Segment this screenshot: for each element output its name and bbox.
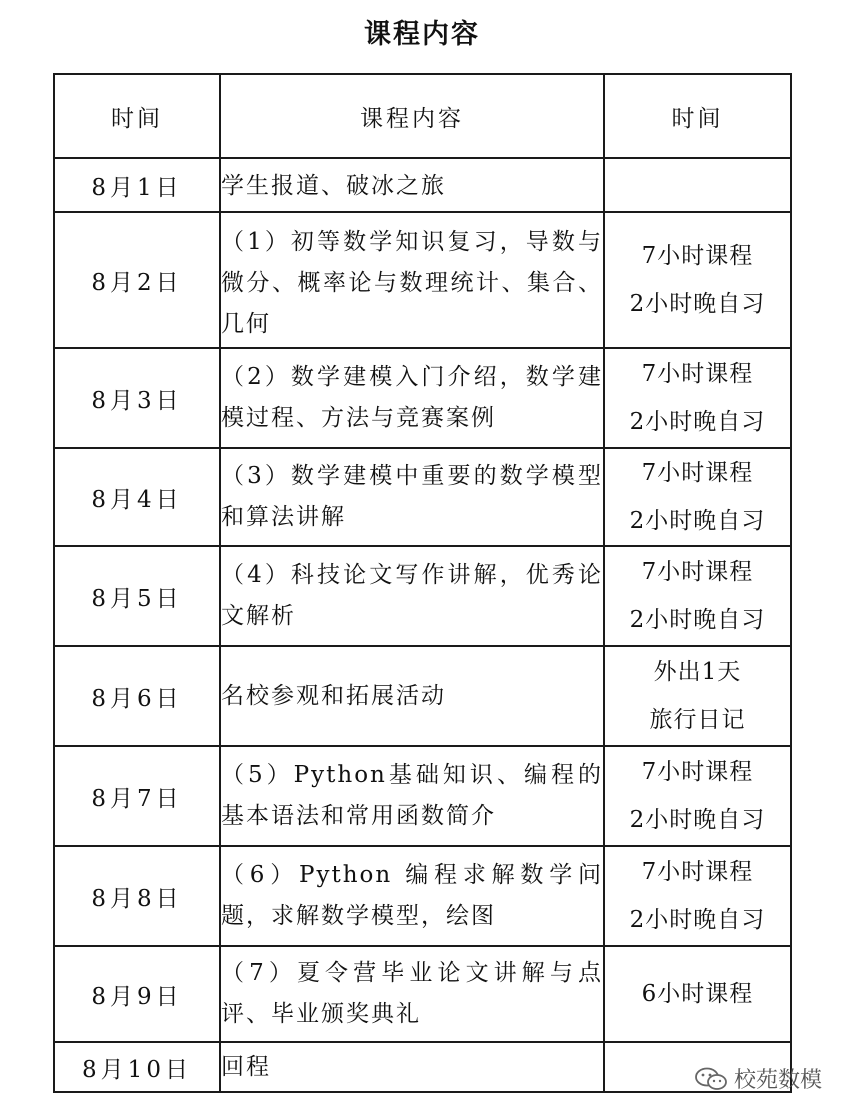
- table-row: [54, 212, 791, 348]
- table-row: [54, 746, 791, 846]
- row-content: （7）夏令营毕业论文讲解与点评、毕业颁奖典礼: [220, 946, 604, 1042]
- hours-line-2: 2小时晚自习: [629, 508, 766, 534]
- row-content: 名校参观和拓展活动: [220, 646, 604, 746]
- table-row: [54, 1042, 791, 1092]
- row-hours: [604, 448, 791, 546]
- header-date: 时间: [54, 74, 220, 158]
- watermark-text: 校苑数模: [734, 1068, 823, 1093]
- row-hours: [604, 946, 791, 1042]
- hours-line-2: 2小时晚自习: [629, 607, 766, 633]
- row-content: 学生报道、破冰之旅: [220, 158, 604, 212]
- hours-line-2: 2小时晚自习: [629, 907, 766, 933]
- table-header-row: [54, 74, 791, 158]
- hours-line-1: 外出1天: [653, 659, 742, 685]
- row-content: 回程: [220, 1042, 604, 1092]
- row-date: 8月6日: [54, 646, 220, 746]
- row-hours: [604, 646, 791, 746]
- hours-line-2: 旅行日记: [649, 707, 746, 733]
- row-hours: [604, 546, 791, 646]
- row-content: （2）数学建模入门介绍，数学建模过程、方法与竞赛案例: [220, 348, 604, 448]
- hours-line-1: 7小时课程: [641, 859, 754, 885]
- hours-line-1: 7小时课程: [641, 361, 754, 387]
- header-hours: 时间: [604, 74, 791, 158]
- row-date: 8月8日: [54, 846, 220, 946]
- row-content: （5）Python基础知识、编程的基本语法和常用函数简介: [220, 746, 604, 846]
- row-content: （6）Python 编程求解数学问题，求解数学模型，绘图: [220, 846, 604, 946]
- row-content: （3）数学建模中重要的数学模型和算法讲解: [220, 448, 604, 546]
- row-hours: [604, 746, 791, 846]
- row-date: 8月9日: [54, 946, 220, 1042]
- row-date: 8月5日: [54, 546, 220, 646]
- hours-line-1: 7小时课程: [641, 460, 754, 486]
- row-hours: [604, 212, 791, 348]
- row-date: 8月10日: [54, 1042, 220, 1092]
- table-row: [54, 846, 791, 946]
- table-row: [54, 448, 791, 546]
- hours-line-2: 2小时晚自习: [629, 291, 766, 317]
- row-content: （1）初等数学知识复习，导数与微分、概率论与数理统计、集合、几何: [220, 212, 604, 348]
- table-row: [54, 646, 791, 746]
- row-hours: [604, 846, 791, 946]
- wechat-icon: [694, 1067, 728, 1091]
- table-row: [54, 348, 791, 448]
- row-hours: [604, 348, 791, 448]
- header-content: 课程内容: [220, 74, 604, 158]
- table-row: [54, 158, 791, 212]
- hours-line-1: 6小时课程: [641, 981, 754, 1007]
- row-date: 8月4日: [54, 448, 220, 546]
- row-date: 8月7日: [54, 746, 220, 846]
- hours-line-1: 7小时课程: [641, 759, 754, 785]
- hours-line-2: 2小时晚自习: [629, 409, 766, 435]
- row-content: （4）科技论文写作讲解，优秀论文解析: [220, 546, 604, 646]
- row-date: 8月3日: [54, 348, 220, 448]
- watermark: [694, 1063, 822, 1094]
- page-title: 课程内容: [364, 19, 480, 50]
- hours-line-2: 2小时晚自习: [629, 807, 766, 833]
- row-date: 8月1日: [54, 158, 220, 212]
- row-hours: [604, 158, 791, 212]
- table-row: [54, 546, 791, 646]
- hours-line-1: 7小时课程: [641, 243, 754, 269]
- row-date: 8月2日: [54, 212, 220, 348]
- course-schedule-table: [53, 73, 792, 1093]
- hours-line-1: 7小时课程: [641, 559, 754, 585]
- table-row: [54, 946, 791, 1042]
